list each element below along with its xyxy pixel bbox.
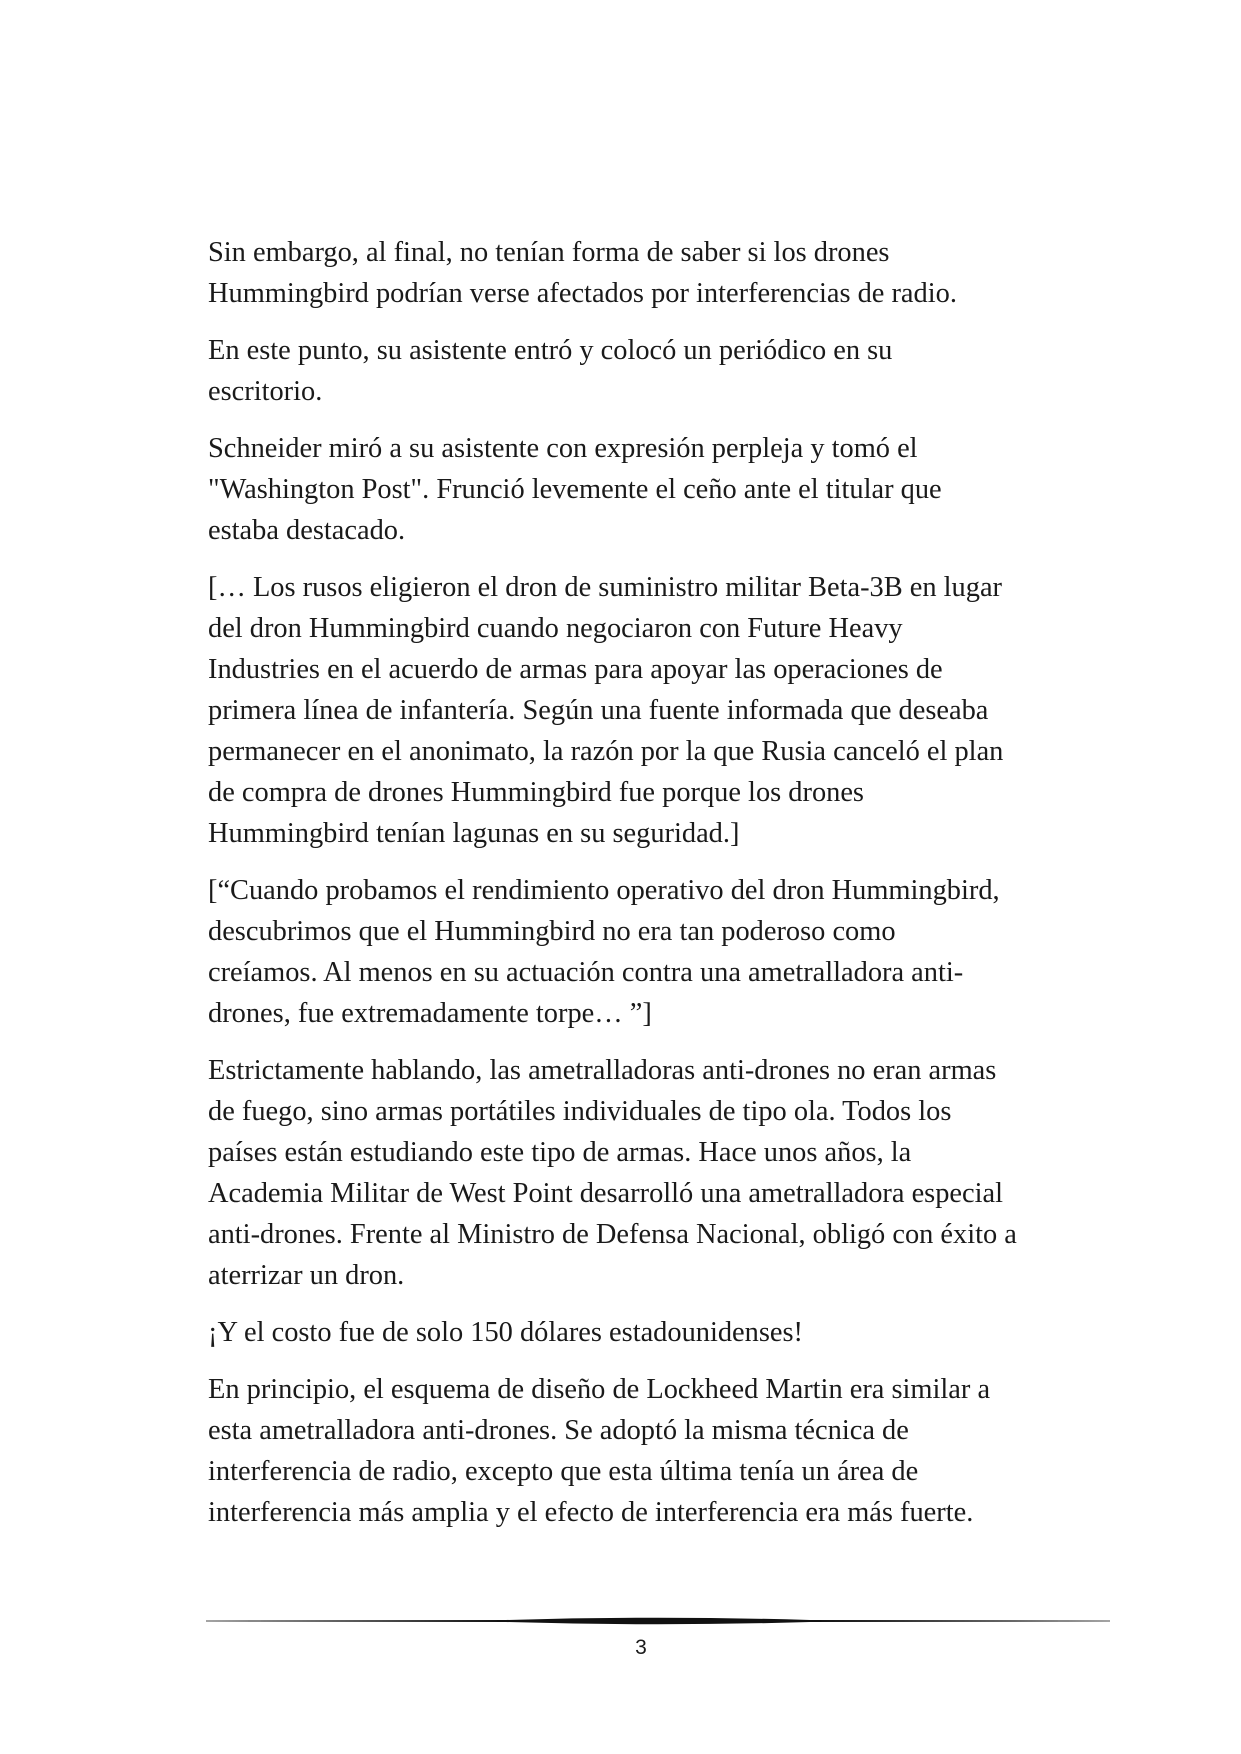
- paragraph: Estrictamente hablando, las ametralladoras anti-drones no eran armas de fuego, sino armas portátiles individuales de tipo ola. Todos los países están estudiando este tipo de armas. Hace unos años, la Academia Militar de West Point desarrolló una ametralladora especial anti-drones. Frente al Ministro de Defensa Nacional, obligó con éxito a aterrizar un dron.: [208, 1055, 1017, 1291]
- paragraph: ¡Y el costo fue de solo 150 dólares estadounidenses!: [208, 1317, 803, 1348]
- paragraph: [“Cuando probamos el rendimiento operativo del dron Hummingbird, descubrimos que el Hummingbird no era tan poderoso como creíamos. Al menos en su actuación contra una ametralladora anti- drones, fue extremadamente torpe… ”]: [208, 875, 1000, 1029]
- paragraph: En este punto, su asistente entró y colocó un periódico en su escritorio.: [208, 335, 893, 407]
- footer-divider: [206, 1614, 1110, 1628]
- body-text: [208, 232, 1078, 1549]
- paragraph: Schneider miró a su asistente con expresión perpleja y tomó el "Washington Post". Frunció levemente el ceño ante el titular que estaba destacado.: [208, 433, 942, 546]
- page-number: 3: [635, 1636, 647, 1659]
- paragraph: Sin embargo, al final, no tenían forma de saber si los drones Hummingbird podrían verse afectados por interferencias de radio.: [208, 237, 957, 309]
- paragraph: [… Los rusos eligieron el dron de suministro militar Beta-3B en lugar del dron Hummingbird cuando negociaron con Future Heavy Industries en el acuerdo de armas para apoyar las operaciones de primera línea de infantería. Según una fuente informada que deseaba permanecer en el anonimato, la razón por la que Rusia canceló el plan de compra de drones Hummingbird fue porque los drones Hummingbird tenían lagunas en su seguridad.]: [208, 572, 1004, 849]
- paragraph: En principio, el esquema de diseño de Lockheed Martin era similar a esta ametralladora anti-drones. Se adoptó la misma técnica de interferencia de radio, excepto que esta última tenía un área de interferencia más amplia y el efecto de interferencia era más fuerte.: [208, 1374, 991, 1528]
